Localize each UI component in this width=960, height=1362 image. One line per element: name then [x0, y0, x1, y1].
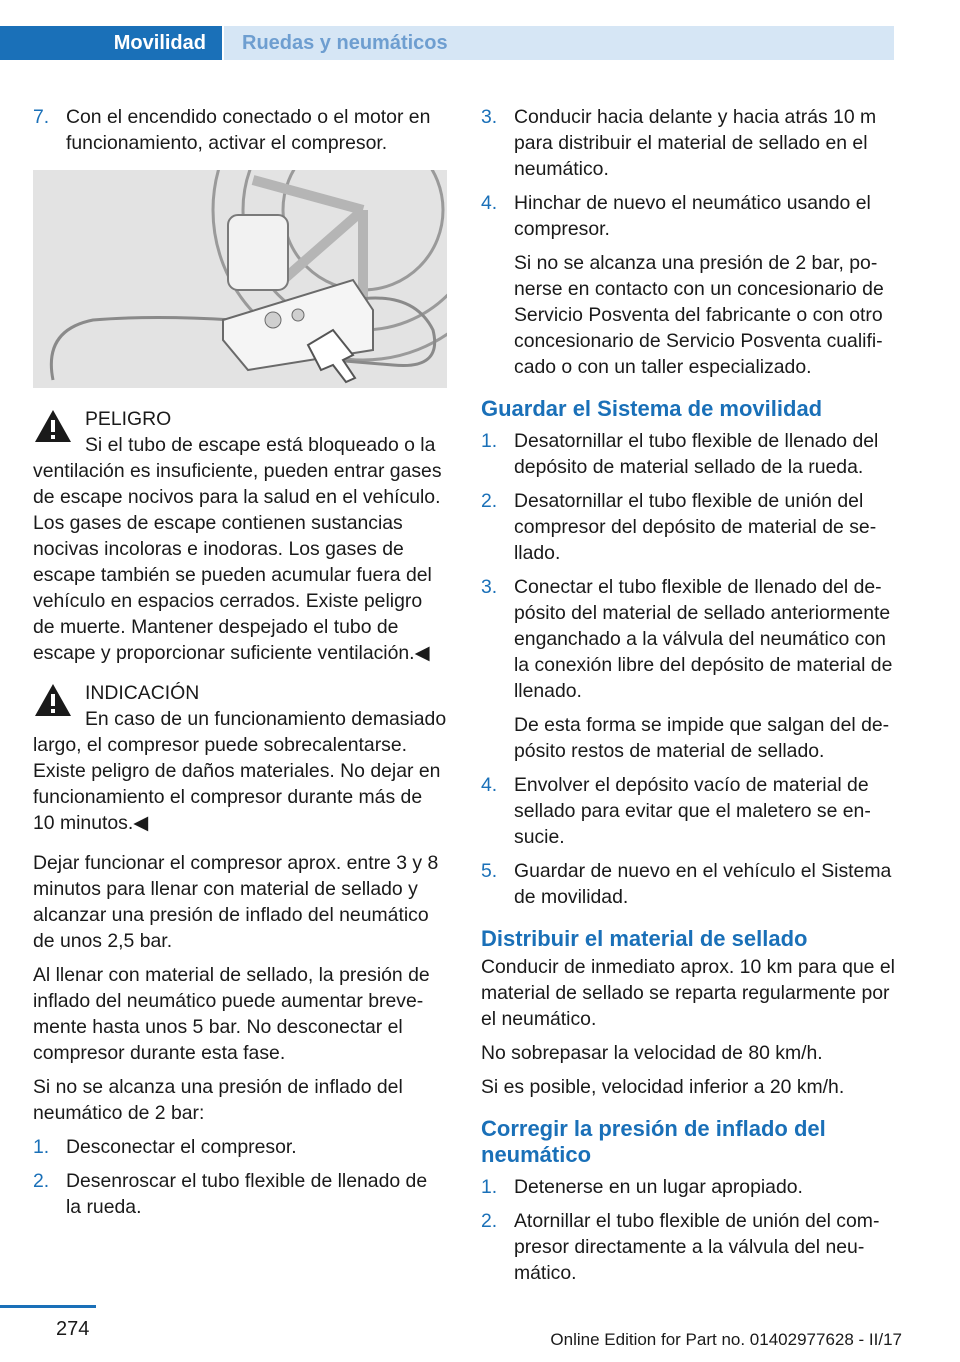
- step-1: [481, 1174, 895, 1200]
- section-heading-guardar: Guardar el Sistema de movilidad: [481, 396, 823, 421]
- step-number: 2.: [33, 1170, 50, 1192]
- compressor-illustration: [33, 170, 447, 388]
- warning-triangle-icon: [33, 408, 73, 444]
- section-tab-movilidad: Movilidad: [0, 26, 222, 60]
- warning-danger: [33, 406, 447, 666]
- page-number: 274: [56, 1318, 90, 1340]
- step-number: 5.: [481, 860, 498, 882]
- step-2: [481, 488, 895, 566]
- step-text: Desatornillar el tubo flexible de unión del compresor del depósito de material de sellado.: [514, 490, 877, 564]
- step-2: [481, 1208, 895, 1286]
- section-heading-corregir: Corregir la presión de inflado del neumático: [481, 1116, 826, 1167]
- notice-text: En caso de un funcionamiento demasiado largo, el compresor puede sobrecalentarse. Existe peligro de daños materiales. No dejar en funcionamiento el compresor durante más de 10 minutos.◀: [33, 708, 447, 834]
- step-7: [33, 104, 447, 156]
- step-text: Conectar el tubo flexible de llenado del depósito del material de sellado anteriormente enganchado a la válvula del neumático con la conexión libre del depósito de material de llenado.: [514, 576, 893, 702]
- step-text: Desconectar el compresor.: [66, 1136, 297, 1158]
- step-note: De esta forma se impide que salgan del depósito restos de material de sellado.: [514, 714, 890, 762]
- step-number: 3.: [481, 576, 498, 598]
- paragraph: No sobrepasar la velocidad de 80 km/h.: [481, 1042, 823, 1064]
- step-number: 1.: [481, 1176, 498, 1198]
- warning-heading: PELIGRO: [85, 408, 172, 430]
- paragraph: Conducir de inmediato aprox. 10 km para que el material de sellado se reparta regularmente por el neumático.: [481, 956, 895, 1030]
- step-text: Desenroscar el tubo flexible de llenado de la rueda.: [66, 1170, 428, 1218]
- edition-note: Online Edition for Part no. 01402977628 - II/17: [550, 1330, 902, 1349]
- step-text: Atornillar el tubo flexible de unión del compresor directamente a la válvula del neumático.: [514, 1210, 880, 1284]
- step-text: Guardar de nuevo en el vehículo el Sistema de movilidad.: [514, 860, 892, 908]
- step-number: 4.: [481, 774, 498, 796]
- left-column: [33, 104, 447, 1228]
- step-text: Con el encendido conectado o el motor en funcionamiento, activar el compresor.: [66, 106, 431, 154]
- step-3: [481, 104, 895, 182]
- step-number: 7.: [33, 106, 50, 128]
- step-number: 4.: [481, 192, 498, 214]
- step-2: [33, 1168, 447, 1220]
- step-text: Conducir hacia delante y hacia atrás 10 m para distribuir el material de sellado en el neumático.: [514, 106, 877, 180]
- paragraph: Si no se alcanza una presión de inflado del neumático de 2 bar:: [33, 1076, 403, 1124]
- notice-heading: INDICACIÓN: [85, 682, 200, 704]
- footer-rule: [0, 1305, 96, 1308]
- paragraph: Si es posible, velocidad inferior a 20 km/h.: [481, 1076, 845, 1098]
- step-4: [481, 772, 895, 850]
- step-1: [33, 1134, 447, 1160]
- step-number: 1.: [33, 1136, 50, 1158]
- page-header: [0, 0, 960, 62]
- step-number: 1.: [481, 430, 498, 452]
- step-number: 2.: [481, 1210, 498, 1232]
- warning-triangle-icon: [33, 682, 73, 718]
- step-3: [481, 574, 895, 764]
- step-text: Desatornillar el tubo flexible de llenado del depósito de material sellado de la rueda.: [514, 430, 879, 478]
- warning-notice: [33, 680, 447, 836]
- step-text: Detenerse en un lugar apropiado.: [514, 1176, 803, 1198]
- paragraph: Al llenar con material de sellado, la presión de inflado del neumático puede aumentar brevemente hasta unos 5 bar. No desconectar el compresor durante esta fase.: [33, 964, 430, 1064]
- right-column: [481, 104, 895, 1294]
- step-text: Hinchar de nuevo el neumático usando el compresor.: [514, 192, 871, 240]
- section-heading-distribuir: Distribuir el material de sellado: [481, 926, 808, 951]
- step-text: Envolver el depósito vacío de material de sellado para evitar que el maletero se ensucie.: [514, 774, 871, 848]
- step-5: [481, 858, 895, 910]
- step-note: Si no se alcanza una presión de 2 bar, ponerse en contacto con un concesionario de Servicio Posventa del fabricante o con otro concesionario de Servicio Posventa cualificado o con un taller especializado.: [514, 252, 884, 378]
- paragraph: Dejar funcionar el compresor aprox. entre 3 y 8 minutos para llenar con material de sellado y alcanzar una presión de inflado del neumático de unos 2,5 bar.: [33, 852, 439, 952]
- step-number: 2.: [481, 490, 498, 512]
- warning-text: Si el tubo de escape está bloqueado o la ventilación es insuficiente, pueden entrar gases de escape nocivos para la salud en el vehículo. Los gases de escape contienen sustancias nocivas incoloras e inodoras. Los gases de escape también se pueden acumular fuera del vehículo en espacios cerrados. Existe peligro de muerte. Mantener despejado el tubo de escape y proporcionar suficiente ventilación.◀: [33, 434, 442, 664]
- section-tab-ruedas: Ruedas y neumáticos: [224, 26, 894, 60]
- step-1: [481, 428, 895, 480]
- step-4: [481, 190, 895, 380]
- step-number: 3.: [481, 106, 498, 128]
